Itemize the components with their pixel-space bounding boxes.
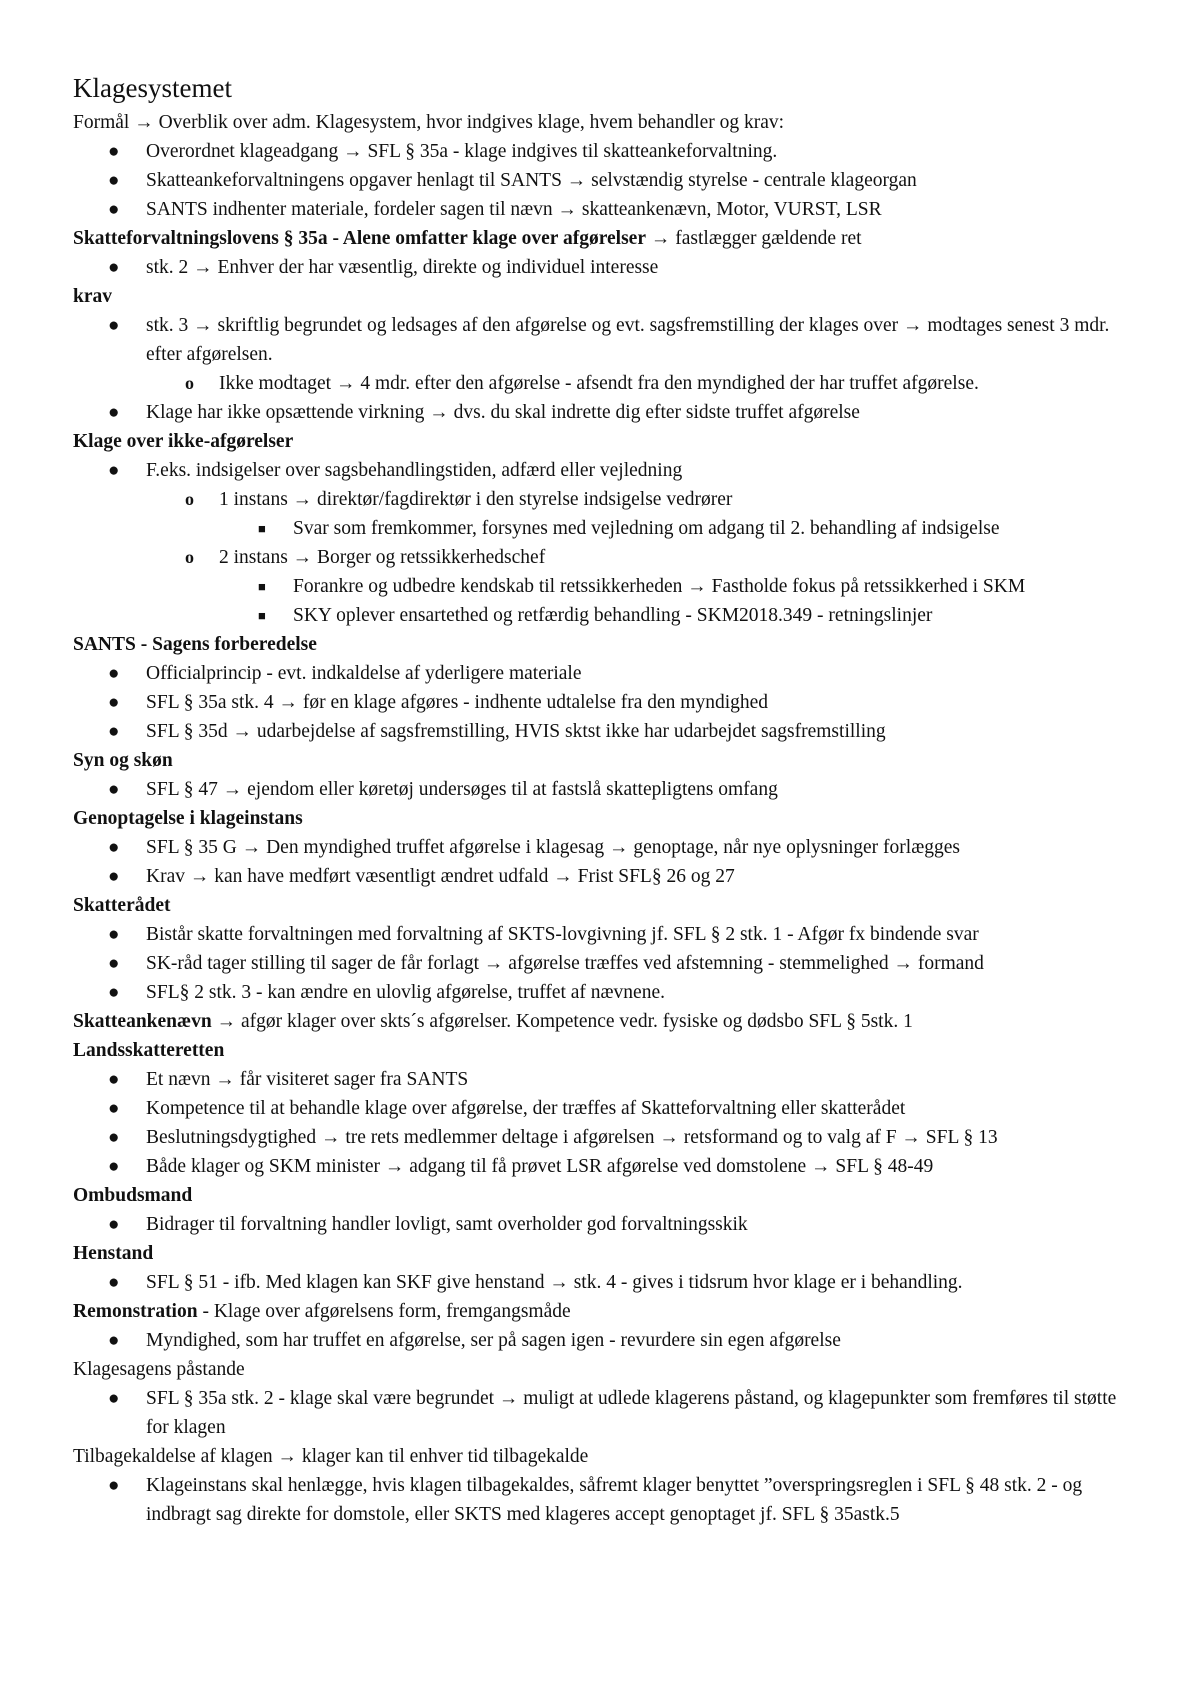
list-item-text: Ikke modtaget → 4 mdr. efter den afgørelse - afsendt fra den myndighed der har truffet afgørelse. [219, 373, 979, 394]
section-heading: Ombudsmand [73, 1185, 193, 1206]
section-heading: SANTS - Sagens forberedelse [73, 634, 317, 655]
text-line: Klagesagens påstande [73, 1359, 245, 1380]
section-heading: Klage over ikke-afgørelser [73, 431, 294, 452]
bullet-icon: ● [108, 982, 120, 1003]
circle-bullet-icon: o [185, 489, 194, 509]
list-item-text: Krav → kan have medført væsentligt ændret udfald → Frist SFL§ 26 og 27 [146, 866, 735, 887]
bullet-icon: ● [108, 1098, 120, 1119]
list-item [73, 166, 1140, 195]
list-item [73, 1384, 1140, 1442]
bullet-icon: ● [108, 779, 120, 800]
list-item-text: Bistår skatte forvaltningen med forvaltning af SKTS-lovgivning jf. SFL § 2 stk. 1 - Afgør fx bindende svar [146, 924, 979, 945]
section-heading: Henstand [73, 1243, 154, 1264]
bullet-icon: ● [108, 1475, 120, 1496]
circle-bullet-icon: o [185, 547, 194, 567]
bullet-icon: ● [108, 1069, 120, 1090]
list-item [73, 775, 1140, 804]
list-item [73, 253, 1140, 282]
list-item [73, 137, 1140, 166]
document-body [73, 108, 1140, 1529]
list-item [73, 311, 1140, 369]
list-item [73, 1268, 1140, 1297]
heading-bold-text: Remonstration [73, 1301, 198, 1322]
bullet-icon: ● [108, 721, 120, 742]
list-item-text: SFL § 47 → ejendom eller køretøj undersøges til at fastslå skattepligtens omfang [146, 779, 778, 800]
bullet-icon: ● [108, 1388, 120, 1409]
bullet-icon: ● [108, 692, 120, 713]
heading-rest-text: - Klage over afgørelsens form, fremgangsmåde [197, 1301, 571, 1322]
list-item [73, 920, 1140, 949]
list-item-text: SANTS indhenter materiale, fordeler sagen til nævn → skatteankenævn, Motor, VURST, LSR [146, 199, 882, 220]
bullet-icon: ● [108, 141, 120, 162]
list-item-text: SKY oplever ensartethed og retfærdig behandling - SKM2018.349 - retningslinjer [293, 605, 933, 626]
section-heading: Skatterådet [73, 895, 171, 916]
list-item-text: stk. 2 → Enhver der har væsentlig, direkte og individuel interesse [146, 257, 659, 278]
sub-sub-list-item [73, 601, 1140, 630]
heading-rest-text: → afgør klager over skts´s afgørelser. Kompetence vedr. fysiske og dødsbo SFL § 5stk. 1 [211, 1011, 913, 1032]
list-item-text: Bidrager til forvaltning handler lovligt, samt overholder god forvaltningsskik [146, 1214, 748, 1235]
bullet-icon: ● [108, 1272, 120, 1293]
list-item [73, 949, 1140, 978]
bullet-icon: ● [108, 924, 120, 945]
heading-bold-text: Skatteankenævn [73, 1011, 212, 1032]
square-bullet-icon: ■ [258, 579, 266, 594]
heading-rest-text: → fastlægger gældende ret [646, 228, 862, 249]
sub-list-item [73, 485, 1140, 514]
section-heading: krav [73, 286, 112, 307]
list-item [73, 398, 1140, 427]
bullet-icon: ● [108, 1127, 120, 1148]
list-item [73, 688, 1140, 717]
list-item-text: Et nævn → får visiteret sager fra SANTS [146, 1069, 469, 1090]
square-bullet-icon: ■ [258, 521, 266, 536]
list-item [73, 862, 1140, 891]
list-item-text: Forankre og udbedre kendskab til retssikkerheden → Fastholde fokus på retssikkerhed i SKM [293, 576, 1026, 597]
square-bullet-icon: ■ [258, 608, 266, 623]
sub-list-item [73, 543, 1140, 572]
list-item-text: SFL § 35 G → Den myndighed truffet afgørelse i klagesag → genoptage, når nye oplysninger forlægges [146, 837, 960, 858]
bullet-icon: ● [108, 663, 120, 684]
list-item-text: Beslutningsdygtighed → tre rets medlemmer deltage i afgørelsen → retsformand og to valg af F → SFL § 13 [146, 1127, 998, 1148]
list-item-text: SFL§ 2 stk. 3 - kan ændre en ulovlig afgørelse, truffet af nævnene. [146, 982, 665, 1003]
list-item [73, 1065, 1140, 1094]
section-heading-line [73, 224, 1140, 253]
circle-bullet-icon: o [185, 373, 194, 393]
list-item-text: Klageinstans skal henlægge, hvis klagen tilbagekaldes, såfremt klager benyttet ”overspringsreglen i SFL § 48 stk. 2 - og indbragt sag direkte for domstole, eller SKTS med klageres accept genoptaget jf. SFL § 35astk.5 [146, 1475, 1083, 1525]
sub-sub-list-item [73, 514, 1140, 543]
list-item-text: F.eks. indsigelser over sagsbehandlingstiden, adfærd eller vejledning [146, 460, 683, 481]
list-item [73, 195, 1140, 224]
list-item-text: SFL § 35a stk. 4 → før en klage afgøres - indhente udtalelse fra den myndighed [146, 692, 769, 713]
list-item-text: stk. 3 → skriftlig begrundet og ledsages af den afgørelse og evt. sagsfremstilling der klages over → modtages senest 3 mdr. efter afgørelsen. [146, 315, 1110, 365]
list-item-text: SFL § 35d → udarbejdelse af sagsfremstilling, HVIS sktst ikke har udarbejdet sagsfremstilling [146, 721, 886, 742]
list-item-text: Både klager og SKM minister → adgang til få prøvet LSR afgørelse ved domstolene → SFL § 48-49 [146, 1156, 934, 1177]
bullet-icon: ● [108, 1214, 120, 1235]
bullet-icon: ● [108, 402, 120, 423]
list-item-text: 1 instans → direktør/fagdirektør i den styrelse indsigelse vedrører [219, 489, 733, 510]
list-item [73, 1210, 1140, 1239]
heading-bold-text: Skatteforvaltningslovens § 35a - Alene omfatter klage over afgørelser [73, 228, 646, 249]
list-item [73, 659, 1140, 688]
bullet-icon: ● [108, 199, 120, 220]
list-item-text: SK-råd tager stilling til sager de får forlagt → afgørelse træffes ved afstemning - stemmelighed → formand [146, 953, 984, 974]
list-item-text: Myndighed, som har truffet en afgørelse, ser på sagen igen - revurdere sin egen afgørelse [146, 1330, 841, 1351]
sub-sub-list-item [73, 572, 1140, 601]
bullet-icon: ● [108, 866, 120, 887]
list-item [73, 1094, 1140, 1123]
list-item-text: Kompetence til at behandle klage over afgørelse, der træffes af Skatteforvaltning eller skatterådet [146, 1098, 906, 1119]
list-item-text: Officialprincip - evt. indkaldelse af yderligere materiale [146, 663, 582, 684]
list-item [73, 1471, 1140, 1529]
text-line: Formål → Overblik over adm. Klagesystem, hvor indgives klage, hvem behandler og krav: [73, 112, 785, 133]
bullet-icon: ● [108, 1330, 120, 1351]
list-item-text: SFL § 35a stk. 2 - klage skal være begrundet → muligt at udlede klagerens påstand, og klagepunkter som fremføres til støtte for klagen [146, 1388, 1117, 1438]
bullet-icon: ● [108, 170, 120, 191]
list-item-text: 2 instans → Borger og retssikkerhedschef [219, 547, 546, 568]
sub-list-item [73, 369, 1140, 398]
bullet-icon: ● [108, 257, 120, 278]
list-item [73, 833, 1140, 862]
list-item-text: Skatteankeforvaltningens opgaver henlagt til SANTS → selvstændig styrelse - centrale klageorgan [146, 170, 917, 191]
list-item-text: Svar som fremkommer, forsynes med vejledning om adgang til 2. behandling af indsigelse [293, 518, 1000, 539]
list-item [73, 1326, 1140, 1355]
list-item-text: Overordnet klageadgang → SFL § 35a - klage indgives til skatteankeforvaltning. [146, 141, 778, 162]
bullet-icon: ● [108, 460, 120, 481]
document-title: Klagesystemet [73, 73, 232, 103]
bullet-icon: ● [108, 953, 120, 974]
section-heading: Landsskatteretten [73, 1040, 225, 1061]
list-item [73, 456, 1140, 485]
bullet-icon: ● [108, 1156, 120, 1177]
section-heading-line [73, 1007, 1140, 1036]
bullet-icon: ● [108, 837, 120, 858]
bullet-icon: ● [108, 315, 120, 336]
list-item-text: Klage har ikke opsættende virkning → dvs. du skal indrette dig efter sidste truffet afgørelse [146, 402, 860, 423]
text-line: Tilbagekaldelse af klagen → klager kan til enhver tid tilbagekalde [73, 1446, 589, 1467]
section-heading: Syn og skøn [73, 750, 173, 771]
list-item-text: SFL § 51 - ifb. Med klagen kan SKF give henstand → stk. 4 - gives i tidsrum hvor klage er i behandling. [146, 1272, 963, 1293]
list-item [73, 1152, 1140, 1181]
section-heading: Genoptagelse i klageinstans [73, 808, 303, 829]
section-heading-line [73, 1297, 1140, 1326]
list-item [73, 978, 1140, 1007]
list-item [73, 717, 1140, 746]
list-item [73, 1123, 1140, 1152]
